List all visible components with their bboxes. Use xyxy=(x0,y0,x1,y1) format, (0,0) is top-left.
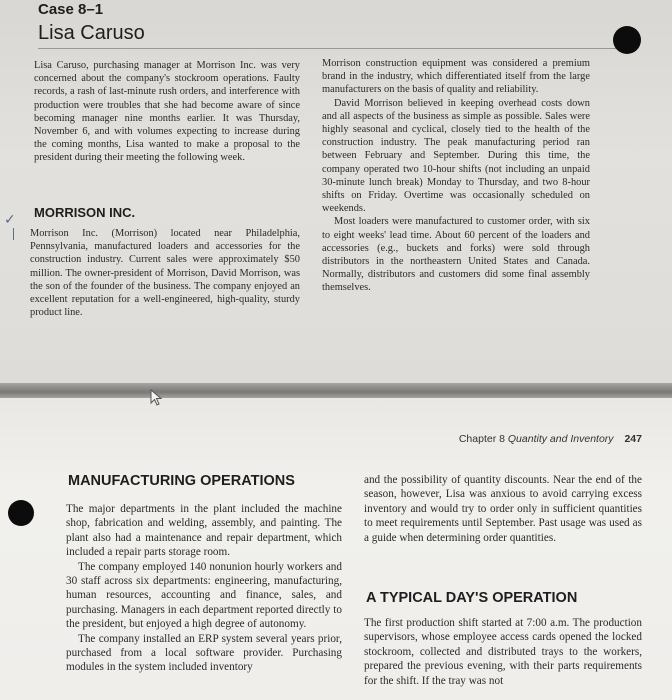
title-rule xyxy=(38,48,628,49)
manufacturing-paragraph-1: The major departments in the plant included the machine shop, fabrication and welding, assembly, and painting. The plant also had a maintenance and repair department, which included a repair parts storage room. xyxy=(66,503,342,559)
handwritten-check-icon: ✓ xyxy=(4,212,16,228)
morrison-paragraph: Morrison Inc. (Morrison) located near Philadelphia, Pennsylvania, manufactured loaders and accessories for the construction industry. Current sales were approximately $50 million. The owner-president of Morrison, David Morrison, was the son of the founder of the business. The company enjoyed an excellent reputation for a well-engineered, high-quality, sturdy product line. xyxy=(30,228,300,319)
loaders-paragraph: Most loaders were manufactured to customer order, with six to eight weeks' lead time. About 60 percent of the loaders and accessories (e.g., buckets and forks) were sold through distributors in the northeastern United States and Canada. Normally, distributors and customers did some final assembly themselves. xyxy=(322,216,590,294)
handwritten-mark xyxy=(13,228,14,240)
typical-day-paragraph: The first production shift started at 7:00 a.m. The production supervisors, whose employee access cards opened the locked stockroom, collected and distributed trays to the workers, prepared the previous evening, with their parts requirements for the shift. If the tray was not xyxy=(364,617,642,687)
running-head-title: Quantity and Inventory xyxy=(507,433,614,445)
intro-paragraph: Lisa Caruso, purchasing manager at Morrison Inc. was very concerned about the company's stockroom operations. Faulty records, a rash of last-minute rush orders, and interference with production were troubles that she had become aware of since becoming manager nine months earlier. It was Thursday, November 6, and with volumes expecting to increase during the coming months, Lisa wanted to make a proposal to the president during their meeting the following week. xyxy=(34,60,300,164)
morrison-column xyxy=(30,227,300,319)
case-title: Lisa Caruso xyxy=(38,22,145,44)
brand-paragraph: Morrison construction equipment was considered a premium brand in the industry, which differentiated itself from the large manufacturers on the basis of quality and reliability. xyxy=(322,58,590,96)
running-head-chapter: Chapter 8 xyxy=(458,433,505,445)
case-label: Case 8–1 xyxy=(38,1,104,18)
mouse-cursor-icon xyxy=(150,389,164,407)
manufacturing-heading: MANUFACTURING OPERATIONS xyxy=(68,473,295,489)
binder-hole-top xyxy=(613,26,641,54)
manufacturing-paragraph-3: The company installed an ERP system several years prior, purchased from a local software provider. Purchasing modules in the system included inventory xyxy=(66,632,342,674)
binder-hole-bottom xyxy=(8,500,34,526)
manufacturing-column xyxy=(66,502,342,675)
quantity-paragraph: and the possibility of quantity discounts. Near the end of the season, however, Lisa was anxious to avoid carrying excess inventory and would try to order only in sufficient quantities to meet requirements until September. Past usage was used as a guide when determining order quantities. xyxy=(364,474,642,544)
morrison-heading: MORRISON INC. xyxy=(34,205,136,220)
right-column-top xyxy=(322,57,590,295)
manufacturing-paragraph-2: The company employed 140 nonunion hourly workers and 30 staff across six departments: engineering, manufacturing, human resources, accounting and finance, sales, and purchasing. Managers in each department reported directly to the president, but enjoyed a high degree of autonomy. xyxy=(66,560,342,631)
typical-day-heading: A TYPICAL DAY'S OPERATION xyxy=(366,590,578,606)
intro-column xyxy=(34,59,300,165)
page-number: 247 xyxy=(624,433,642,445)
right-column-bottom xyxy=(364,473,642,545)
running-head xyxy=(459,433,642,445)
overhead-paragraph: David Morrison believed in keeping overhead costs down and all aspects of the business as simple as possible. Sales were highly seasonal and cyclical, closely tied to the health of the construction industry. The peak manufacturing period ran between February and September. During this time, the company operated two 10-hour shifts (not including an unpaid 30-minute lunch break) Monday to Thursday, and two 8-hour shifts on Friday. Overtime was occasionally scheduled on weekends. xyxy=(322,97,590,215)
typical-day-column xyxy=(364,616,642,688)
